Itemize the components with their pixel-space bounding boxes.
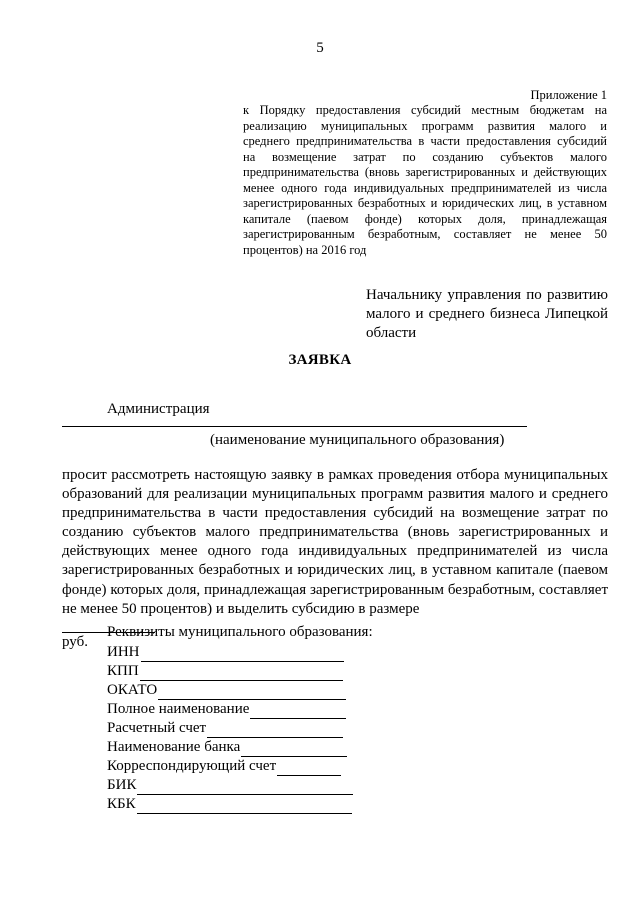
requisite-label: Расчетный счет <box>107 720 207 736</box>
requisite-blank[interactable] <box>241 742 347 757</box>
currency-label: руб. <box>62 633 88 650</box>
requisite-blank[interactable] <box>277 761 341 776</box>
annex-heading: Приложение 1 <box>530 88 607 102</box>
annex-line: к Порядку предоставления субсидий местным бюджетам на <box>243 103 607 117</box>
requisite-row-okato <box>107 681 353 700</box>
annex-line: среднего предпринимательства в части предоставления субсидий <box>243 134 607 148</box>
addressee-line: Начальнику управления по развитию <box>366 287 608 303</box>
requisite-label: БИК <box>107 777 137 793</box>
administration-name-blank[interactable] <box>62 426 527 427</box>
requisite-row-account <box>107 719 353 738</box>
requisite-blank[interactable] <box>140 666 343 681</box>
requisites-list <box>107 643 353 814</box>
requisite-blank[interactable] <box>207 723 343 738</box>
requisite-label: Полное наименование <box>107 701 250 717</box>
requisite-label: КПП <box>107 663 139 679</box>
body-last-line-start: не менее 50 процентов) и выделить субсидию в размере <box>62 600 420 617</box>
requisite-row-bik <box>107 776 353 795</box>
requisite-row-corr-account <box>107 757 353 776</box>
annex-line: реализацию муниципальных программ развития малого и <box>243 118 607 133</box>
requisite-label: ИНН <box>107 644 140 660</box>
administration-hint: (наименование муниципального образования) <box>210 432 505 448</box>
annex-line: предпринимательства (вновь зарегистрированных и действующих <box>243 165 607 179</box>
requisite-blank[interactable] <box>158 685 346 700</box>
requisite-blank[interactable] <box>141 647 344 662</box>
administration-label: Администрация <box>107 401 210 417</box>
requisite-blank[interactable] <box>250 704 346 719</box>
body-line: фонде) которых доля, принадлежащая зарегистрированным безработным, составляет <box>62 581 608 598</box>
requisite-label: Наименование банка <box>107 739 241 755</box>
requisite-row-full-name <box>107 700 353 719</box>
body-line: просит рассмотреть настоящую заявку в рамках проведения отбора муниципальных <box>62 467 608 483</box>
requisite-label: ОКАТО <box>107 682 158 698</box>
annex-line: менее одного года индивидуальных предпринимателей из числа <box>243 180 607 195</box>
body-line: предпринимательства в части предоставления субсидий на возмещение затрат по <box>62 505 608 522</box>
requisite-label: КБК <box>107 796 136 812</box>
addressee-line: области <box>366 325 417 341</box>
addressee-block <box>366 286 608 343</box>
page-number: 5 <box>316 40 324 56</box>
document-title: ЗАЯВКА <box>288 352 352 368</box>
addressee-line: малого и среднего бизнеса Липецкой <box>366 306 608 322</box>
requisite-row-bank <box>107 738 353 757</box>
annex-line: процентов) на 2016 год <box>243 242 367 257</box>
requisite-blank[interactable] <box>137 799 352 814</box>
body-line: действующих менее одного года индивидуальных предпринимателей из числа <box>62 543 608 560</box>
annex-line: зарегистрированным безработным, составляет не менее 50 <box>243 227 607 241</box>
requisite-row-kpp <box>107 662 353 681</box>
requisite-row-inn <box>107 643 353 662</box>
body-line: образований для реализации муниципальных программ развития малого и среднего <box>62 486 608 503</box>
requisite-label: Корреспондирующий счет <box>107 758 277 774</box>
annex-line: на возмещение затрат по созданию субъектов малого <box>243 149 607 164</box>
annex-text <box>243 103 607 258</box>
requisite-row-kbk <box>107 795 353 814</box>
requisite-blank[interactable] <box>137 780 353 795</box>
annex-line: зарегистрированных безработных и юридических лиц, в уставном <box>243 196 607 210</box>
body-line: зарегистрированных безработных и юридических лиц, в уставном капитале (паевом <box>62 562 608 579</box>
body-line: созданию субъектов малого предпринимательства (вновь зарегистрированных и <box>62 524 608 541</box>
requisites-title: Реквизиты муниципального образования: <box>107 624 373 640</box>
annex-line: капитале (паевом фонде) которых доля, принадлежащая <box>243 211 607 226</box>
